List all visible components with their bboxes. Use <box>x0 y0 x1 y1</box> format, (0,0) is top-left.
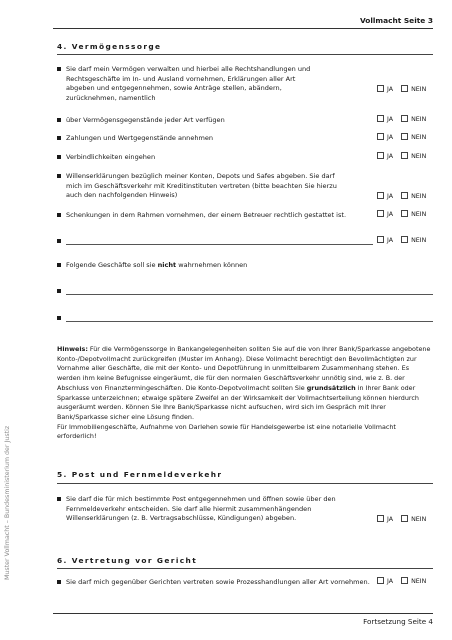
checkbox-icon[interactable] <box>377 192 384 199</box>
fill-in-line[interactable] <box>66 294 433 295</box>
page-header-title: Vollmacht Seite 3 <box>359 16 433 25</box>
checkbox-icon[interactable] <box>377 577 384 584</box>
no-choice[interactable] <box>401 515 426 525</box>
no-choice[interactable] <box>401 192 426 202</box>
no-choice[interactable] <box>401 577 426 587</box>
yes-label: JA <box>387 116 394 123</box>
no-label: NEIN <box>411 153 427 160</box>
hint-emphasis: grundsätzlich <box>306 383 356 392</box>
checkbox-icon[interactable] <box>377 210 384 217</box>
yes-label: JA <box>387 578 394 585</box>
yes-choice[interactable] <box>377 133 393 143</box>
checkbox-icon[interactable] <box>377 115 384 122</box>
checkbox-icon[interactable] <box>401 192 408 199</box>
item-text: Willenserklärungen bezüglich meiner Konten, Depots und Safes abgeben. Sie darf mich im Geschäftsverkehr mit Kreditinstituten vertreten (bitte beachten Sie hierzu auch den nachfolgenden Hinweis) <box>66 172 337 200</box>
section-5-title: 5. Post und Fernmeldeverkehr <box>57 470 223 479</box>
no-choice[interactable] <box>401 152 426 162</box>
yes-choice[interactable] <box>377 85 393 95</box>
hint-notary-note: Für Immobiliengeschäfte, Aufnahme von Darlehen sowie für Handelsgewerbe ist eine notarielle Vollmacht erforderlich! <box>57 422 396 441</box>
yes-choice[interactable] <box>377 152 393 162</box>
yes-choice[interactable] <box>377 515 393 525</box>
checkbox-icon[interactable] <box>377 152 384 159</box>
fill-in-line[interactable] <box>66 321 433 322</box>
choice-group <box>377 577 437 587</box>
bullet-icon <box>57 580 61 584</box>
yes-label: JA <box>387 153 394 160</box>
hint-text: Für die Vermögenssorge in Bankangelegenheiten sollten Sie auf die von Ihrer Bank/Sparkasse angebotene Konto-/Depotvollmacht zurückgreifen (Muster im Anhang). Diese Vollmacht berechtigt den Bevollmächtigten zur Vornahme aller Geschäfte, die mit der Konto- und Depotführung in unmittelbarem Zusammenhang stehen. Es werden ihm keine Befugnisse eingeräumt, die für den normalen Geschäftsverkehr unnötig sind, wie z. B. der Abschluss von Finanztermingeschäften. Die Konto-Depotvollmacht sollten Sie <box>57 345 431 392</box>
hint-label: Hinweis: <box>57 345 88 353</box>
section-6-rule <box>57 568 433 569</box>
choice-group <box>377 133 437 143</box>
checkbox-icon[interactable] <box>401 152 408 159</box>
no-choice[interactable] <box>401 236 426 246</box>
yes-choice[interactable] <box>377 210 393 220</box>
checkbox-icon[interactable] <box>377 133 384 140</box>
yes-choice[interactable] <box>377 236 393 246</box>
checkbox-icon[interactable] <box>401 210 408 217</box>
bullet-icon <box>57 316 61 320</box>
bullet-icon <box>57 213 61 217</box>
no-choice[interactable] <box>401 210 426 220</box>
section-4-title: 4. Vermögenssorge <box>57 42 162 51</box>
choice-group <box>377 85 437 95</box>
item-text: Schenkungen in dem Rahmen vornehmen, der einem Betreuer rechtlich gestattet ist. <box>66 211 347 219</box>
no-label: NEIN <box>411 86 427 93</box>
no-label: NEIN <box>411 193 427 200</box>
item-text <box>66 261 247 271</box>
yes-choice[interactable] <box>377 192 393 202</box>
hint-paragraph <box>57 345 433 442</box>
fill-in-line[interactable] <box>66 244 373 245</box>
no-label: NEIN <box>411 211 427 218</box>
no-choice[interactable] <box>401 115 426 125</box>
bullet-icon <box>57 239 61 243</box>
choice-group <box>377 192 437 202</box>
yes-choice[interactable] <box>377 115 393 125</box>
checkbox-icon[interactable] <box>377 85 384 92</box>
footer-rule <box>53 613 433 614</box>
yes-choice[interactable] <box>377 577 393 587</box>
choice-group <box>377 515 437 525</box>
bullet-icon <box>57 497 61 501</box>
item-text-part: wahrnehmen können <box>176 261 248 269</box>
no-choice[interactable] <box>401 85 426 95</box>
item-text: über Vermögensgegenstände jeder Art verfügen <box>66 116 225 124</box>
no-label: NEIN <box>411 516 427 523</box>
checkbox-icon[interactable] <box>401 133 408 140</box>
hint-text: in Ihrer Bank oder Sparkasse unterzeichnen; etwaige spätere Zweifel an der Wirksamkeit der Vollmachtserteilung können hierdurch ausgeräumt werden. Können Sie Ihre Bank/Sparkasse nicht aufsuchen, wird sich im Gespräch mit Ihrer Bank/Sparkasse sicher eine Lösung finden. <box>57 383 419 421</box>
section-5-rule <box>57 483 433 484</box>
checkbox-icon[interactable] <box>401 515 408 522</box>
yes-label: JA <box>387 237 394 244</box>
bullet-icon <box>57 263 61 267</box>
choice-group <box>377 236 437 246</box>
item-text: Verbindlichkeiten eingehen <box>66 153 156 161</box>
checkbox-icon[interactable] <box>401 115 408 122</box>
no-label: NEIN <box>411 134 427 141</box>
bullet-icon <box>57 174 61 178</box>
bullet-icon <box>57 118 61 122</box>
checkbox-icon[interactable] <box>401 85 408 92</box>
item-text: Zahlungen und Wertgegenstände annehmen <box>66 134 214 142</box>
yes-label: JA <box>387 193 394 200</box>
yes-label: JA <box>387 211 394 218</box>
section-4-rule <box>57 54 433 55</box>
section-6-title: 6. Vertretung vor Gericht <box>57 556 198 565</box>
item-text: Sie darf mein Vermögen verwalten und hierbei alle Rechtshandlungen und Rechtsgeschäfte im In- und Ausland vornehmen, Erklärungen aller Art abgeben und entgegennehmen, sowie Anträge stellen, abändern, zurücknehmen, namentlich <box>66 65 311 102</box>
checkbox-icon[interactable] <box>401 577 408 584</box>
page-footer-text: Fortsetzung Seite 4 <box>363 617 433 626</box>
item-text-emphasis: nicht <box>157 261 177 269</box>
header-rule <box>53 28 433 29</box>
choice-group <box>377 115 437 125</box>
bullet-icon <box>57 155 61 159</box>
sidebar-caption: Muster Vollmacht – Bundesministerium der Justiz <box>4 425 11 580</box>
item-text-part: Folgende Geschäfte soll sie <box>66 261 158 269</box>
bullet-icon <box>57 67 61 71</box>
bullet-icon <box>57 136 61 140</box>
yes-label: JA <box>387 516 394 523</box>
no-label: NEIN <box>411 578 427 585</box>
yes-label: JA <box>387 86 394 93</box>
checkbox-icon[interactable] <box>377 515 384 522</box>
checkbox-icon[interactable] <box>377 236 384 243</box>
bullet-icon <box>57 289 61 293</box>
yes-label: JA <box>387 134 394 141</box>
choice-group <box>377 152 437 162</box>
no-label: NEIN <box>411 237 427 244</box>
item-text: Sie darf die für mich bestimmte Post entgegennehmen und öffnen sowie über den Fernmeldeverkehr entscheiden. Sie darf alle hiermit zusammenhängenden Willenserklärungen (z. B. Vertragsabschlüsse, Kündigungen) abgeben. <box>66 495 336 523</box>
no-choice[interactable] <box>401 133 426 143</box>
choice-group <box>377 210 437 220</box>
item-text: Sie darf mich gegenüber Gerichten vertreten sowie Prozesshandlungen aller Art vornehmen. <box>66 578 370 586</box>
checkbox-icon[interactable] <box>401 236 408 243</box>
no-label: NEIN <box>411 116 427 123</box>
